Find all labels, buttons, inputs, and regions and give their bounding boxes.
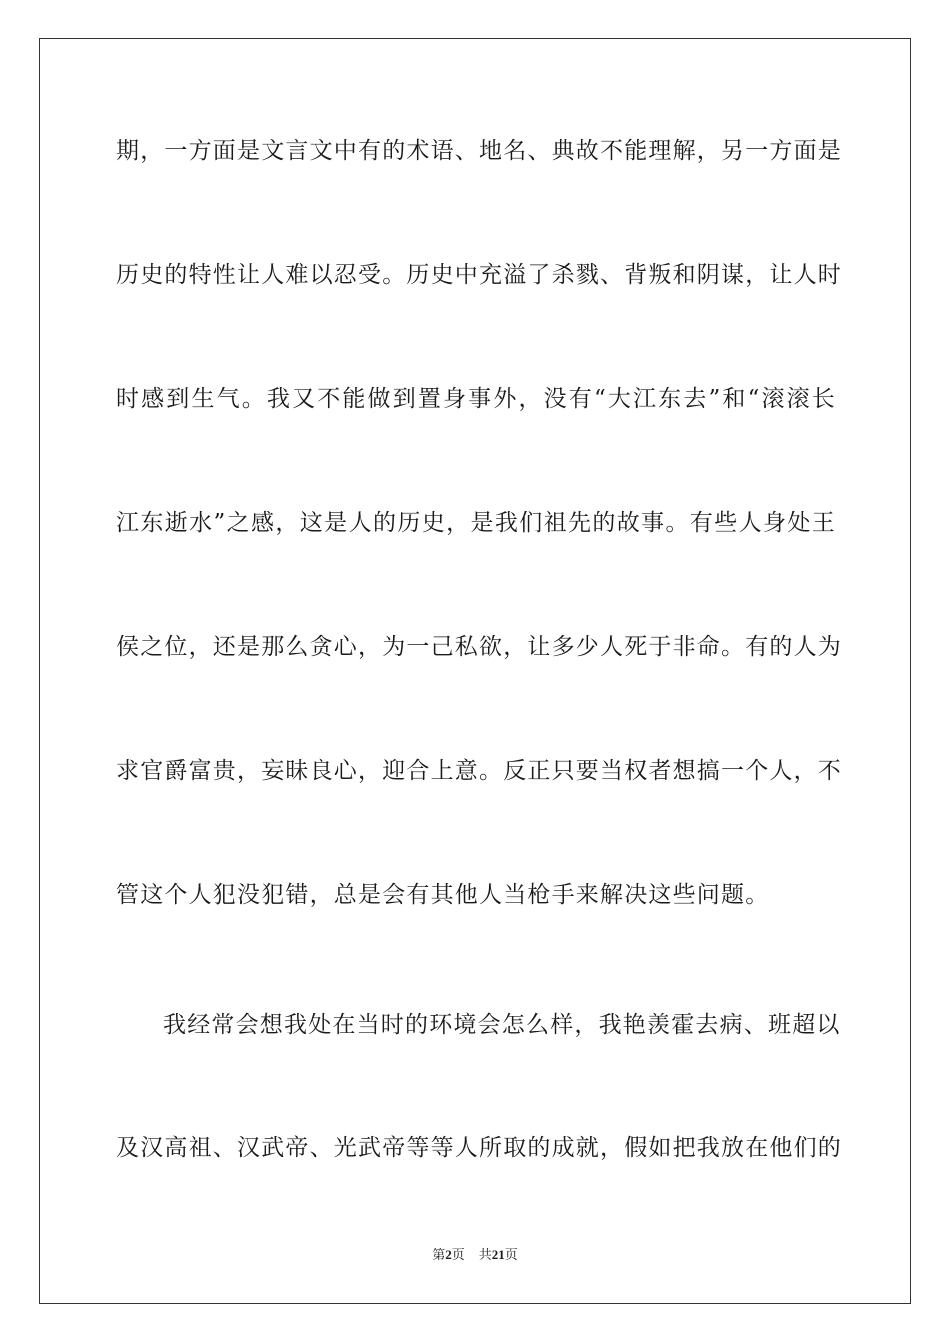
body-text-line: 期，一方面是文言文中有的术语、地名、典故不能理解，另一方面是 xyxy=(116,138,842,164)
body-text-line: 历史的特性让人难以忍受。历史中充溢了杀戮、背叛和阴谋，让人时 xyxy=(116,262,842,288)
total-suffix: 页 xyxy=(504,1248,518,1263)
page-suffix: 页 xyxy=(451,1248,465,1263)
body-text-line: 管这个人犯没犯错，总是会有其他人当枪手来解决这些问题。 xyxy=(116,882,770,908)
page-number: 2 xyxy=(445,1247,452,1262)
body-text-line: 及汉高祖、汉武帝、光武帝等等人所取的成就，假如把我放在他们的 xyxy=(116,1135,842,1161)
total-pages: 21 xyxy=(491,1247,505,1262)
page-prefix: 第 xyxy=(432,1248,446,1263)
body-text-line: 侯之位，还是那么贪心，为一己私欲，让多少人死于非命。有的人为 xyxy=(116,634,842,660)
page-footer xyxy=(0,1246,950,1265)
total-prefix: 共 xyxy=(478,1248,492,1263)
body-text-line: 江东逝水”之感，这是人的历史，是我们祖先的故事。有些人身处王 xyxy=(116,510,836,536)
body-text-line: 时感到生气。我又不能做到置身事外，没有“大江东去”和“滚滚长 xyxy=(116,386,836,412)
page-border xyxy=(39,38,911,1304)
body-text-line: 求官爵富贵，妄昧良心，迎合上意。反正只要当权者想搞一个人，不 xyxy=(116,758,842,784)
paragraph-first-line: 我经常会想我处在当时的环境会怎么样，我艳羡霍去病、班超以 xyxy=(163,1012,841,1038)
